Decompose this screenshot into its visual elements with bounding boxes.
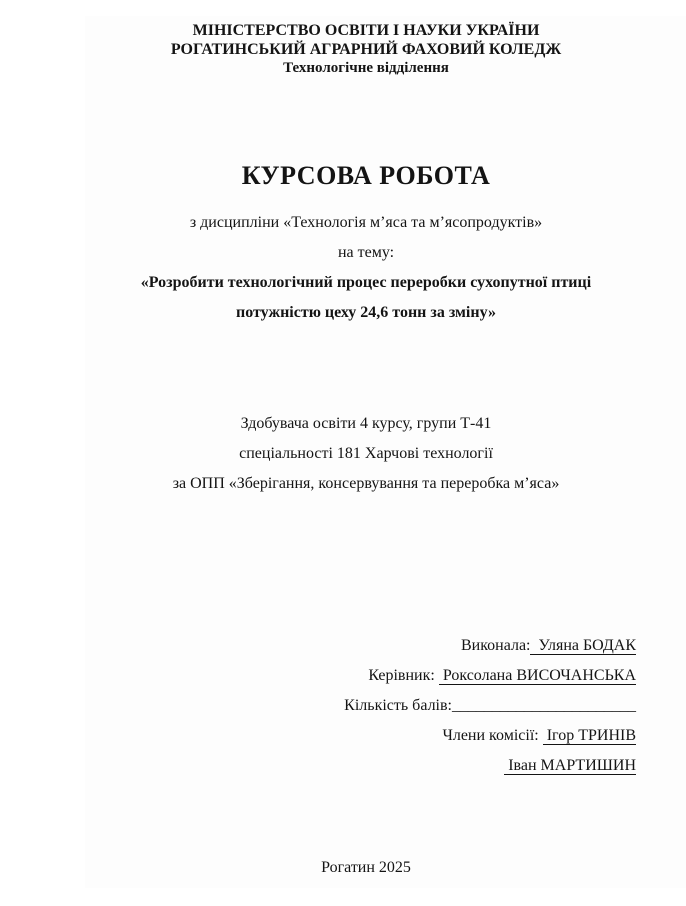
score-blank: _______________________ — [452, 697, 636, 714]
student-specialty-line: спеціальності 181 Харчові технології — [239, 445, 493, 462]
executor-name: Уляна БОДАК — [530, 637, 636, 655]
committee-member-2: Іван МАРТИШИН — [504, 757, 636, 775]
topic-block — [96, 208, 636, 328]
student-opp-line: за ОПП «Зберігання, консервування та переробка м’яса» — [172, 475, 560, 492]
student-course-line: Здобувача освіти 4 курсу, групи Т-41 — [240, 415, 492, 432]
topic-label: на тему: — [337, 244, 395, 261]
topic-line-2: потужністю цеху 24,6 тонн за зміну» — [236, 304, 496, 321]
student-info — [96, 409, 636, 499]
committee-member-2-line — [96, 751, 636, 781]
footer-city-year: Рогатин 2025 — [321, 859, 411, 876]
discipline-line: з дисципліни «Технологія м’яса та м’ясопродуктів» — [189, 214, 543, 231]
college-line: РОГАТИНСЬКИЙ АГРАРНИЙ ФАХОВИЙ КОЛЕДЖ — [170, 41, 562, 58]
supervisor-name: Роксолана ВИСОЧАНСЬКА — [439, 667, 636, 685]
topic-line-1: «Розробити технологічний процес переробки сухопутної птиці — [140, 274, 592, 291]
ministry-line: МІНІСТЕРСТВО ОСВІТИ І НАУКИ УКРАЇНИ — [192, 22, 540, 39]
university-header — [96, 21, 636, 78]
department-line: Технологічне відділення — [283, 60, 449, 76]
committee-member-1: Ігор ТРИНІВ — [543, 727, 636, 745]
signature-block — [96, 631, 636, 781]
executor-label: Виконала: — [460, 637, 531, 654]
supervisor-line — [96, 661, 636, 691]
supervisor-label: Керівник: — [368, 667, 439, 684]
score-label: Кількість балів: — [344, 697, 452, 714]
committee-label: Члени комісії: — [442, 727, 543, 744]
committee-line — [96, 721, 636, 751]
score-line — [96, 691, 636, 721]
executor-line — [96, 631, 636, 661]
page-title: КУРСОВА РОБОТА — [241, 161, 491, 190]
